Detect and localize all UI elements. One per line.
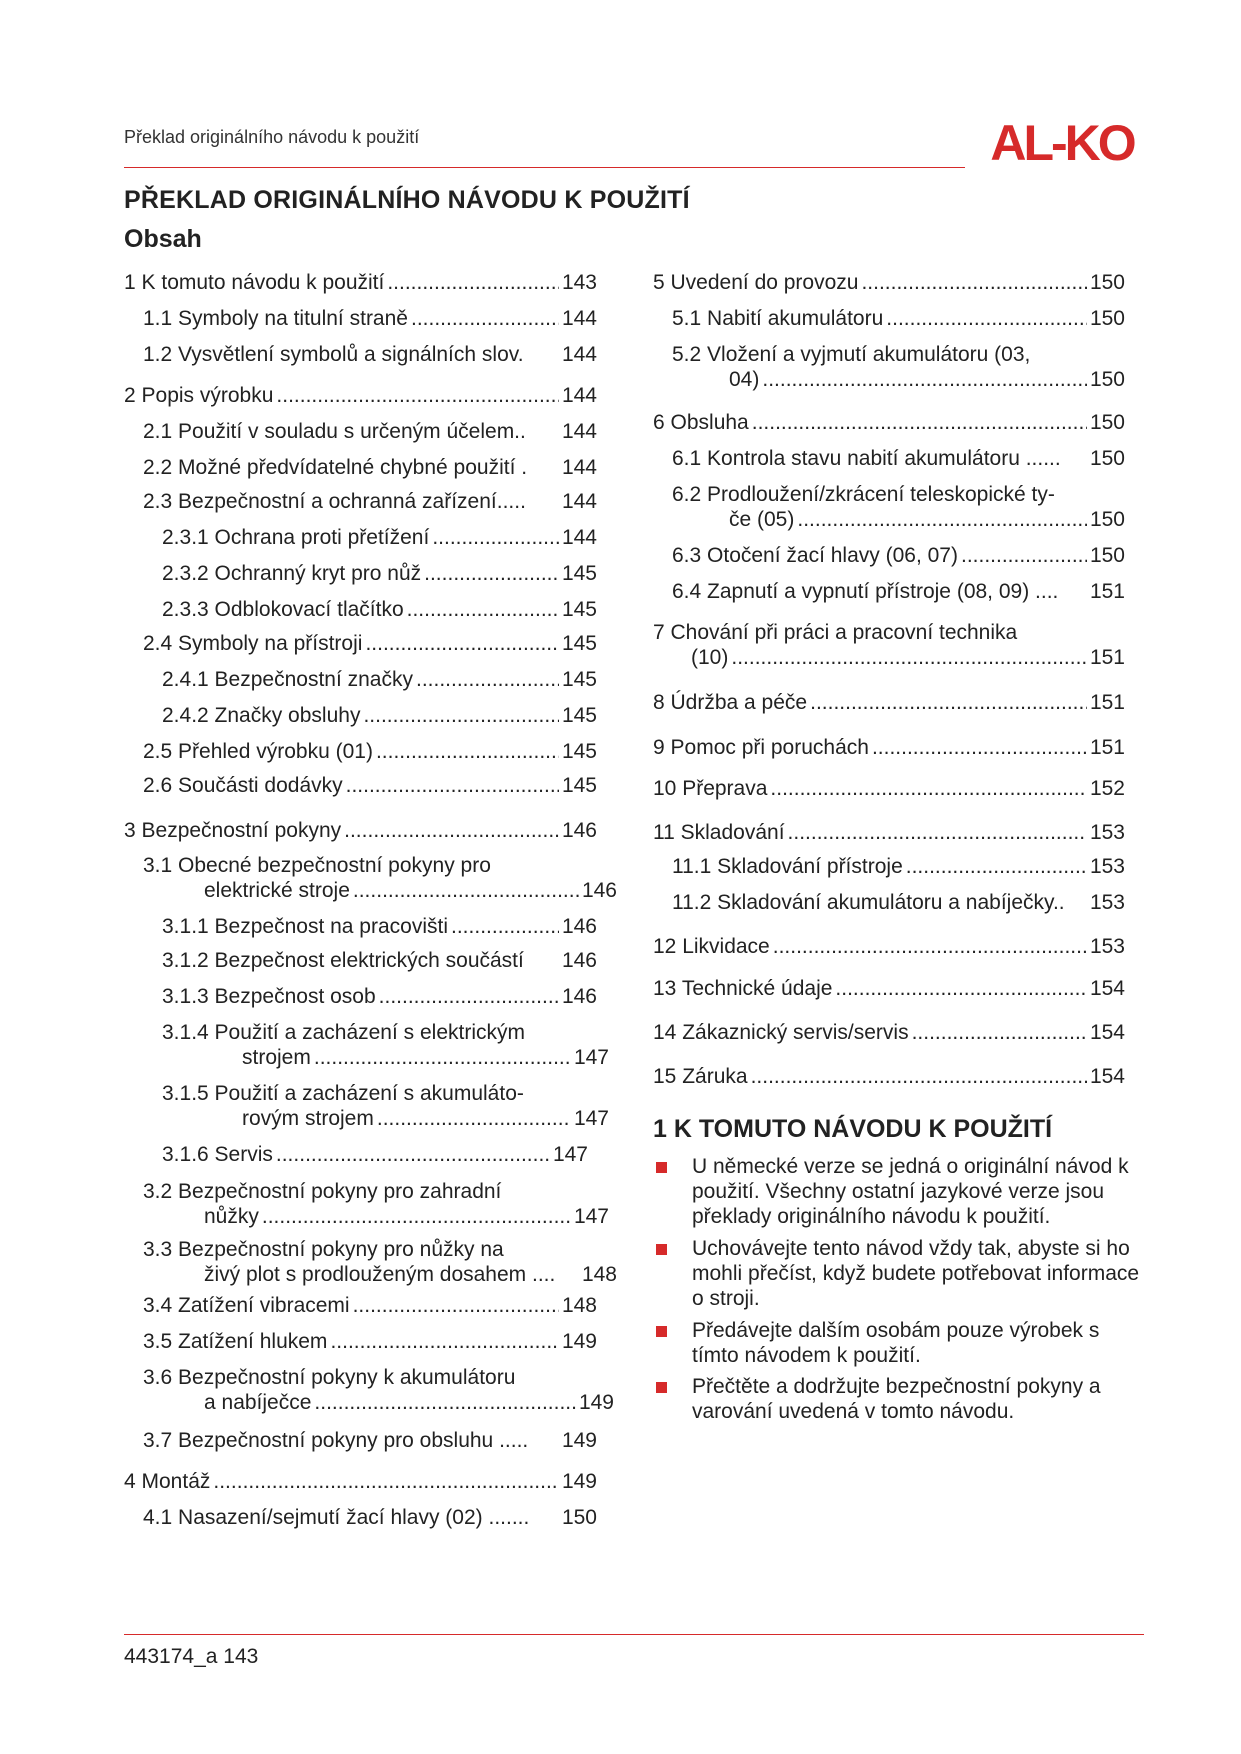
toc-entry[interactable]	[653, 620, 1125, 670]
toc-entry[interactable]	[162, 1020, 609, 1070]
toc-entry[interactable]	[143, 1329, 597, 1354]
toc-entry[interactable]	[672, 306, 1125, 331]
toc-text: 1.2 Vysvětlení symbolů a signálních slov.	[143, 343, 524, 366]
toc-text-continuation: 04)	[729, 368, 760, 391]
toc-page: 152	[1089, 777, 1125, 800]
toc-entry[interactable]	[672, 482, 1125, 532]
toc-entry[interactable]	[143, 419, 597, 444]
toc-page: 147	[573, 1046, 609, 1069]
toc-page: 147	[573, 1205, 609, 1228]
toc-entry[interactable]	[162, 948, 597, 973]
toc-text: 8 Údržba a péče	[653, 691, 808, 714]
toc-entry[interactable]	[143, 1365, 614, 1415]
toc-entry[interactable]	[162, 914, 597, 939]
toc-heading: Obsah	[124, 225, 202, 253]
toc-text-continuation: (10)	[691, 646, 729, 669]
toc-text-continuation: a nabíječce	[204, 1391, 312, 1414]
toc-text: 3.3 Bezpečnostní pokyny pro nůžky na	[143, 1238, 504, 1261]
toc-text-continuation: rovým strojem	[242, 1107, 374, 1130]
toc-text: 12 Likvidace	[653, 935, 770, 958]
toc-page: 150	[1089, 411, 1125, 434]
toc-text-continuation: strojem	[242, 1046, 311, 1069]
toc-entry[interactable]	[672, 543, 1125, 568]
logo-text: AL-KO	[990, 116, 1134, 166]
toc-page: 150	[1089, 544, 1125, 567]
toc-text: 3.1.4 Použití a zacházení s elektrickým	[162, 1021, 525, 1044]
toc-text: 11 Skladování	[653, 821, 785, 844]
bullet-square-icon	[656, 1244, 667, 1255]
toc-text: 6.2 Prodloužení/zkrácení teleskopické ty-	[672, 483, 1055, 506]
alko-logo	[981, 116, 1144, 166]
toc-page: 145	[561, 704, 597, 727]
toc-text: 5.2 Vložení a vyjmutí akumulátoru (03,	[672, 343, 1031, 366]
toc-page: 145	[561, 562, 597, 585]
toc-text: 3 Bezpečnostní pokyny	[124, 819, 342, 842]
toc-entry[interactable]	[143, 306, 597, 331]
toc-page: 153	[1089, 891, 1125, 914]
section-heading: 1 K TOMUTO NÁVODU K POUŽITÍ	[653, 1115, 1053, 1143]
header-rule	[124, 167, 965, 168]
toc-entry[interactable]	[653, 270, 1125, 295]
toc-entry[interactable]	[143, 1237, 617, 1287]
toc-page: 154	[1089, 1021, 1125, 1044]
toc-entry[interactable]	[143, 342, 597, 367]
toc-text: 2.3.1 Ochrana proti přetížení	[162, 526, 430, 549]
toc-text: 2 Popis výrobku	[124, 384, 274, 407]
toc-text: 5.1 Nabití akumulátoru	[672, 307, 884, 330]
toc-entry[interactable]	[143, 1179, 609, 1229]
toc-text: 3.1.3 Bezpečnost osob	[162, 985, 376, 1008]
toc-text: 6.3 Otočení žací hlavy (06, 07)	[672, 544, 958, 567]
toc-entry[interactable]	[143, 455, 597, 480]
toc-entry[interactable]	[124, 270, 597, 295]
bullet-text: Předávejte dalším osobám pouze výrobek s tímto návodem k použití.	[692, 1319, 1100, 1367]
toc-text: 11.1 Skladování přístroje	[672, 855, 903, 878]
toc-entry[interactable]	[143, 631, 597, 656]
toc-text: 14 Zákaznický servis/servis	[653, 1021, 909, 1044]
toc-page: 153	[1089, 821, 1125, 844]
toc-text: 2.5 Přehled výrobku (01)	[143, 740, 373, 763]
bullet-item	[653, 1236, 1143, 1311]
toc-text: 3.2 Bezpečnostní pokyny pro zahradní	[143, 1180, 502, 1203]
toc-entry[interactable]	[653, 690, 1125, 715]
toc-text: 3.1.5 Použití a zacházení s akumuláto-	[162, 1082, 524, 1105]
toc-text: 2.2 Možné předvídatelné chybné použití .	[143, 456, 528, 479]
toc-entry[interactable]	[653, 735, 1125, 760]
bullet-square-icon	[656, 1382, 667, 1393]
toc-text: 3.1.1 Bezpečnost na pracovišti	[162, 915, 449, 938]
toc-page: 149	[561, 1330, 597, 1353]
toc-text: 6.1 Kontrola stavu nabití akumulátoru ......	[672, 447, 1061, 470]
toc-page: 150	[1089, 368, 1125, 391]
toc-page: 154	[1089, 1065, 1125, 1088]
toc-entry[interactable]	[143, 1505, 597, 1530]
toc-entry[interactable]	[143, 773, 597, 798]
toc-text: 2.6 Součásti dodávky	[143, 774, 343, 797]
footer-page-label: 443174_a 143	[124, 1645, 259, 1668]
toc-text: 2.3.3 Odblokovací tlačítko	[162, 598, 404, 621]
toc-text-continuation: če (05)	[729, 508, 795, 531]
footer-rule	[124, 1634, 1144, 1635]
toc-page: 148	[561, 1294, 597, 1317]
toc-page: 151	[1089, 580, 1125, 603]
toc-text: 3.1.6 Servis	[162, 1143, 273, 1166]
toc-page: 150	[561, 1506, 597, 1529]
toc-page: 144	[561, 526, 597, 549]
toc-page: 144	[561, 456, 597, 479]
toc-text: 3.5 Zatížení hlukem	[143, 1330, 328, 1353]
bullet-item	[653, 1154, 1143, 1229]
toc-text: 15 Záruka	[653, 1065, 748, 1088]
toc-page: 151	[1089, 691, 1125, 714]
toc-page: 150	[1089, 307, 1125, 330]
toc-text: 2.3 Bezpečnostní a ochranná zařízení.....	[143, 490, 526, 513]
toc-entry[interactable]	[143, 1428, 597, 1453]
toc-entry[interactable]	[653, 1020, 1125, 1045]
toc-entry[interactable]	[162, 525, 597, 550]
toc-text: 2.4.2 Značky obsluhy	[162, 704, 361, 727]
toc-entry[interactable]	[143, 489, 597, 514]
toc-text: 1 K tomuto návodu k použití	[124, 271, 385, 294]
toc-entry[interactable]	[672, 579, 1125, 604]
toc-entry[interactable]	[162, 561, 597, 586]
document-title: PŘEKLAD ORIGINÁLNÍHO NÁVODU K POUŽITÍ	[124, 186, 690, 214]
toc-text-continuation: elektrické stroje	[204, 879, 350, 902]
toc-entry[interactable]	[653, 1064, 1125, 1089]
toc-entry[interactable]	[653, 976, 1125, 1001]
toc-page: 151	[1089, 736, 1125, 759]
toc-page: 144	[561, 420, 597, 443]
toc-page: 143	[561, 271, 597, 294]
toc-page: 145	[561, 632, 597, 655]
toc-entry[interactable]	[124, 818, 597, 843]
toc-text: 11.2 Skladování akumulátoru a nabíječky..	[672, 891, 1065, 914]
toc-entry[interactable]	[124, 383, 597, 408]
toc-page: 146	[561, 949, 597, 972]
toc-text: 2.4 Symboly na přístroji	[143, 632, 363, 655]
toc-page: 144	[561, 384, 597, 407]
bullet-item	[653, 1318, 1143, 1368]
toc-entry[interactable]	[124, 1469, 597, 1494]
toc-entry[interactable]	[653, 776, 1125, 801]
toc-page: 145	[561, 774, 597, 797]
toc-text-continuation: živý plot s prodlouženým dosahem ....	[204, 1263, 556, 1286]
toc-page: 149	[578, 1391, 614, 1414]
toc-page: 147	[573, 1107, 609, 1130]
toc-entry[interactable]	[672, 342, 1125, 392]
toc-entry[interactable]	[162, 703, 597, 728]
toc-text: 1.1 Symboly na titulní straně	[143, 307, 408, 330]
header-subtitle: Překlad originálního návodu k použití	[124, 127, 420, 147]
toc-text: 13 Technické údaje	[653, 977, 833, 1000]
toc-entry[interactable]	[162, 1142, 588, 1167]
toc-page: 145	[561, 740, 597, 763]
toc-page: 146	[561, 985, 597, 1008]
toc-page: 145	[561, 598, 597, 621]
toc-entry[interactable]	[143, 1293, 597, 1318]
bullet-text: Přečtěte a dodržujte bezpečnostní pokyny a varování uvedená v tomto návodu.	[692, 1375, 1101, 1423]
toc-text: 9 Pomoc při poruchách	[653, 736, 869, 759]
toc-page: 153	[1089, 935, 1125, 958]
bullet-text: U německé verze se jedná o originální návod k použití. Všechny ostatní jazykové verze jsou překlady originálního návodu k použití.	[692, 1155, 1129, 1228]
toc-entry[interactable]	[672, 890, 1125, 915]
toc-text: 5 Uvedení do provozu	[653, 271, 859, 294]
toc-entry[interactable]	[672, 446, 1125, 471]
bullet-square-icon	[656, 1326, 667, 1337]
toc-text: 6 Obsluha	[653, 411, 749, 434]
toc-entry[interactable]	[143, 739, 597, 764]
toc-text: 4.1 Nasazení/sejmutí žací hlavy (02) .......	[143, 1506, 530, 1529]
toc-page: 146	[581, 879, 617, 902]
toc-page: 146	[561, 819, 597, 842]
toc-entry[interactable]	[672, 854, 1125, 879]
toc-page: 149	[561, 1470, 597, 1493]
toc-text: 2.1 Použití v souladu s určeným účelem..	[143, 420, 526, 443]
bullet-square-icon	[656, 1162, 667, 1173]
toc-text-continuation: nůžky	[204, 1205, 259, 1228]
toc-text: 10 Přeprava	[653, 777, 768, 800]
bullet-item	[653, 1374, 1143, 1424]
toc-entry[interactable]	[162, 667, 597, 692]
toc-entry[interactable]	[653, 934, 1125, 959]
toc-page: 150	[1089, 447, 1125, 470]
toc-page: 151	[1089, 646, 1125, 669]
toc-text: 3.7 Bezpečnostní pokyny pro obsluhu .....	[143, 1429, 529, 1452]
toc-page: 146	[561, 915, 597, 938]
toc-page: 149	[561, 1429, 597, 1452]
toc-entry[interactable]	[162, 597, 597, 622]
toc-text: 3.4 Zatížení vibracemi	[143, 1294, 350, 1317]
bullet-text: Uchovávejte tento návod vždy tak, abyste si ho mohli přečíst, když budete potřebovat informace o stroji.	[692, 1237, 1140, 1310]
toc-page: 144	[561, 307, 597, 330]
toc-page: 144	[561, 343, 597, 366]
toc-entry[interactable]	[162, 984, 597, 1009]
toc-page: 148	[581, 1263, 617, 1286]
toc-entry[interactable]	[143, 853, 617, 903]
toc-text: 6.4 Zapnutí a vypnutí přístroje (08, 09) ....	[672, 580, 1059, 603]
toc-page: 154	[1089, 977, 1125, 1000]
toc-page: 147	[552, 1143, 588, 1166]
toc-text: 7 Chování při práci a pracovní technika	[653, 621, 1018, 644]
toc-page: 145	[561, 668, 597, 691]
toc-text: 3.1.2 Bezpečnost elektrických součástí	[162, 949, 524, 972]
toc-page: 150	[1089, 271, 1125, 294]
toc-page: 150	[1089, 508, 1125, 531]
toc-page: 144	[561, 490, 597, 513]
toc-text: 2.3.2 Ochranný kryt pro nůž	[162, 562, 422, 585]
toc-text: 4 Montáž	[124, 1470, 211, 1493]
toc-entry[interactable]	[162, 1081, 609, 1131]
toc-text: 2.4.1 Bezpečnostní značky	[162, 668, 413, 691]
toc-entry[interactable]	[653, 410, 1125, 435]
toc-page: 153	[1089, 855, 1125, 878]
toc-text: 3.6 Bezpečnostní pokyny k akumulátoru	[143, 1366, 516, 1389]
toc-text: 3.1 Obecné bezpečnostní pokyny pro	[143, 854, 491, 877]
toc-entry[interactable]	[653, 820, 1125, 845]
